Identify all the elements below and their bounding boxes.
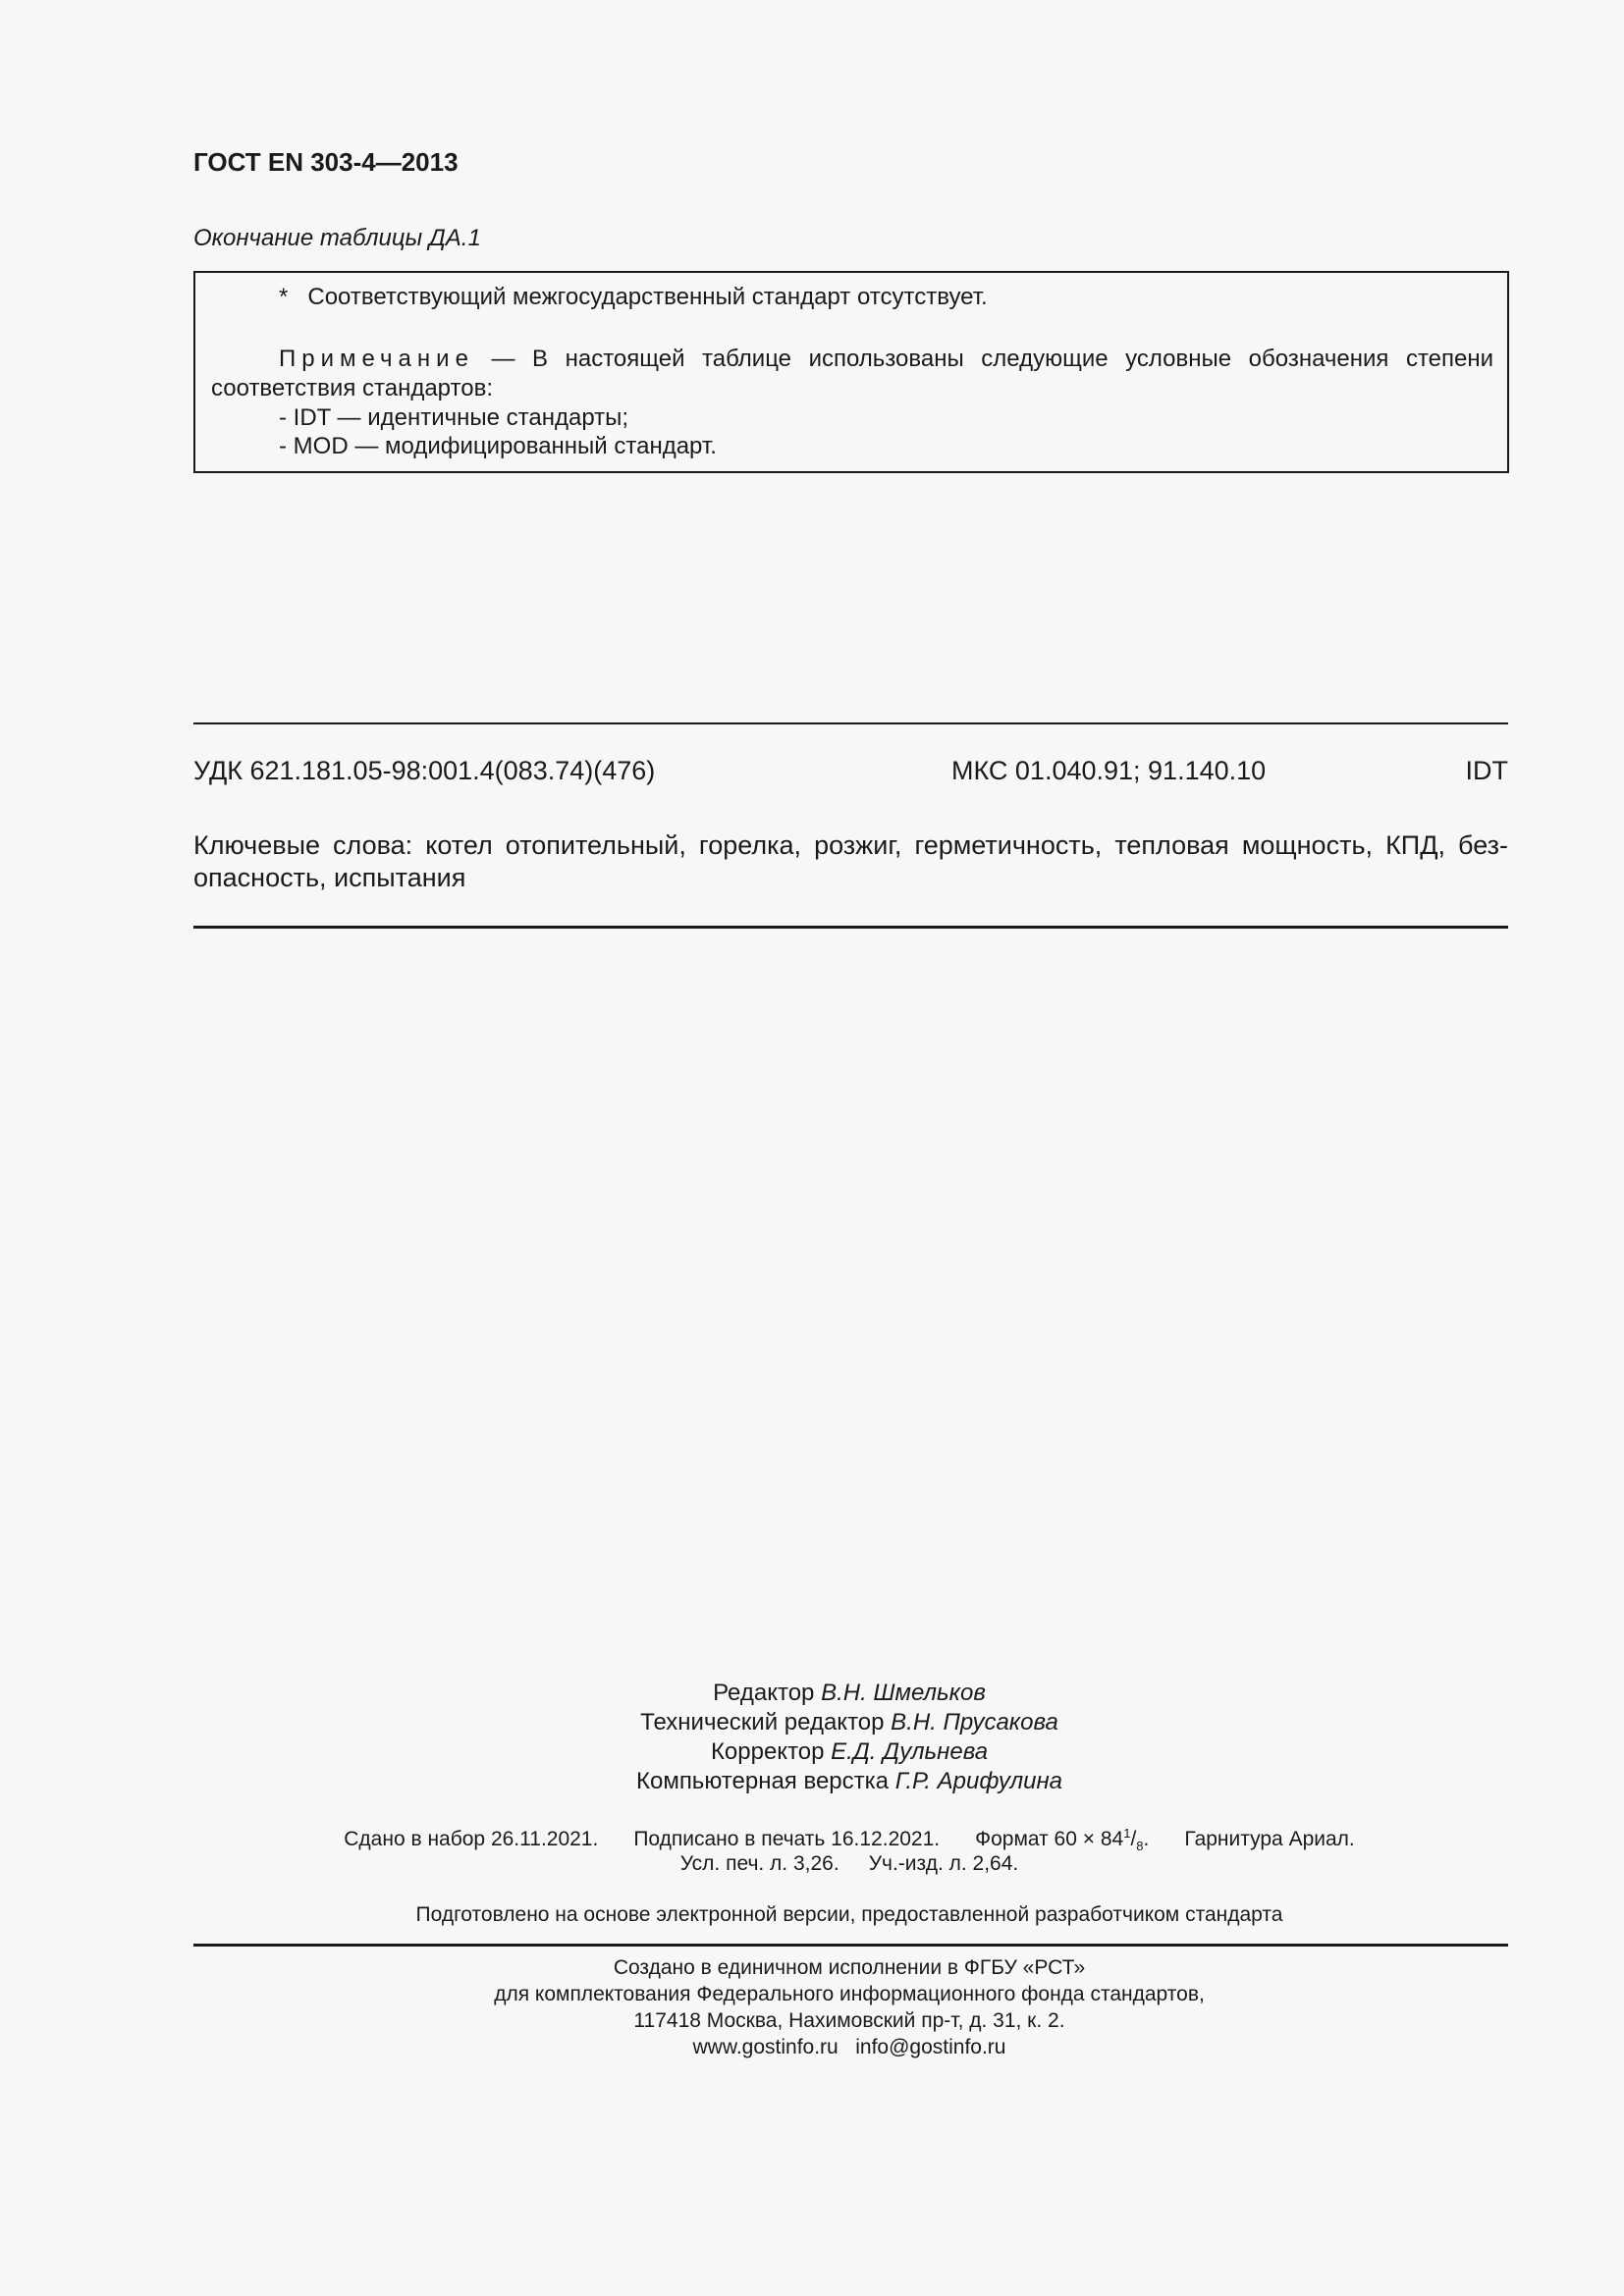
note-item-mod: - MOD — модифицированный стандарт. [279,433,717,459]
divider [193,1944,1508,1947]
imprint-format: Формат $60 \times 84^1/_8$. [975,1826,1150,1854]
credit-name: В.Н. Шмельков [821,1680,986,1706]
credit-role: Технический редактор [640,1709,885,1735]
publisher-line-2: для комплектования Федерального информационного фонда стандартов, [494,1983,1205,2005]
footnote-mark: * [279,284,289,310]
credit-name: Е.Д. Дульнева [831,1738,989,1765]
divider [193,722,1508,724]
credit-corrector [0,1738,1624,1766]
note-label: Примечание [279,346,474,372]
note-text-1: В настоящей таблице использованы следующие условные обозначения степени [532,346,1494,372]
imprint-submitted: Сдано в набор 26.11.2021. [344,1828,599,1850]
note-dash: — [491,346,515,372]
footnote [279,284,988,311]
keywords-line-2: опасность, испытания [193,863,466,892]
imprint-line-2 [0,1852,1624,1876]
udk-code: УДК 621.181.05-98:001.4(083.74)(476) [193,756,656,785]
credit-name: В.Н. Прусакова [891,1709,1058,1735]
mks-code: МКС 01.040.91; 91.140.10 [951,756,1267,785]
imprint-print-sheets: Усл. печ. л. 3,26. [679,1852,839,1875]
degree-of-correspondence: IDT [1465,756,1508,785]
table-caption: Окончание таблицы ДА.1 [193,225,481,251]
keywords-line-1: Ключевые слова: котел отопительный, горелка, розжиг, герметичность, тепловая мощность, КПД, без- [193,830,1508,860]
credit-layout [0,1768,1624,1795]
credit-role: Корректор [710,1738,825,1765]
credit-role: Редактор [713,1680,815,1706]
imprint-line-1 [0,1826,1624,1853]
website-link[interactable]: www.gostinfo.ru [692,2036,839,2058]
publisher-line-1: Создано в единичном исполнении в ФГБУ «РСТ» [613,1956,1086,1979]
document-id-header: ГОСТ EN 303-4—2013 [193,147,459,177]
note-line-1 [279,346,1493,373]
imprint-pub-sheets: Уч.-изд. л. 2,64. [868,1852,1019,1875]
publisher-address: 117418 Москва, Нахимовский пр-т, д. 31, к. 2. [633,2009,1065,2032]
footnote-text: Соответствующий межгосударственный стандарт отсутствует. [307,284,988,310]
note-item-idt: - IDT — идентичные стандарты; [279,404,629,431]
imprint-typeface: Гарнитура Ариал. [1184,1828,1355,1850]
imprint-signed: Подписано в печать 16.12.2021. [633,1828,941,1850]
email-link[interactable]: info@gostinfo.ru [855,2036,1006,2058]
credit-tech-editor [0,1709,1624,1736]
table-notes-box [193,271,1509,473]
prepared-note: Подготовлено на основе электронной версии, предоставленной разработчиком стандарта [415,1903,1283,1926]
credit-editor [0,1680,1624,1707]
note-line-2: соответствия стандартов: [211,375,493,401]
divider [193,926,1508,929]
credit-role: Компьютерная верстка [635,1768,890,1794]
credit-name: Г.Р. Арифулина [894,1768,1063,1794]
publisher-contacts [0,2036,1624,2059]
